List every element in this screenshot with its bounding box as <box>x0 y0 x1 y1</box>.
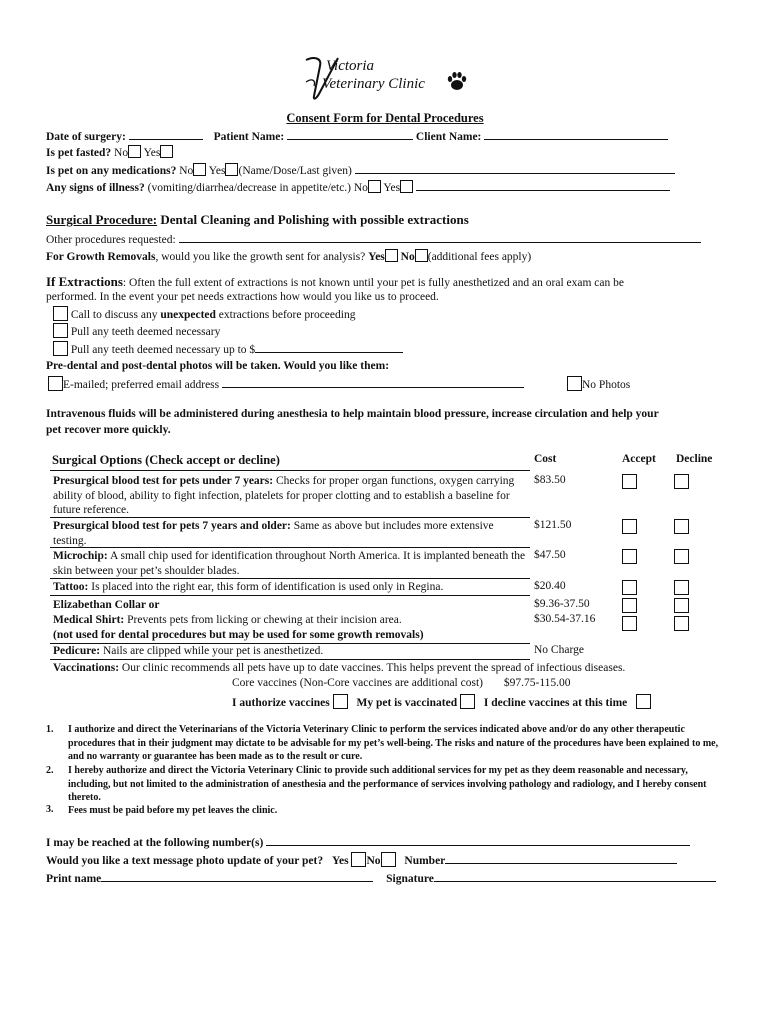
extraction-option-pull-limit <box>53 341 403 356</box>
medications-yes-label: Yes <box>208 165 226 177</box>
options-col-cost: Cost <box>534 453 557 465</box>
extractions-heading: If Extractions <box>46 274 123 289</box>
medications-field[interactable] <box>355 162 675 174</box>
fasted-label: Is pet fasted? <box>46 147 112 159</box>
option-row-divider <box>50 517 530 518</box>
extraction-pull-all-text: Pull any teeth deemed necessary <box>70 326 221 338</box>
vaccinations-text: Our clinic recommends all pets have up to date vaccines. This helps prevent the spread of infectious diseases. <box>119 662 626 674</box>
option-row-blood-7-plus <box>53 519 527 548</box>
authorize-vaccines-label: I authorize vaccines <box>232 697 330 709</box>
core-vaccines-row <box>232 677 571 689</box>
decline-vaccines-checkbox[interactable] <box>636 694 651 709</box>
illness-row <box>46 179 670 194</box>
accept-checkbox[interactable] <box>622 474 637 489</box>
reach-number-label: I may be reached at the following number(s) <box>46 837 264 849</box>
photos-email-field[interactable] <box>222 376 524 388</box>
text-update-row <box>46 852 677 867</box>
authorize-vaccines-checkbox[interactable] <box>333 694 348 709</box>
medications-detail: (Name/Dose/Last given) <box>238 165 352 177</box>
decline-vaccines-label: I decline vaccines at this time <box>483 697 628 709</box>
accept-checkbox[interactable] <box>622 549 637 564</box>
photos-email-checkbox[interactable] <box>48 376 63 391</box>
surgical-procedure-heading <box>46 212 469 228</box>
option-desc: Same as above but includes more extensive testing. <box>53 520 494 547</box>
accept-checkbox[interactable] <box>622 519 637 534</box>
term-1-text: I authorize and direct the Veterinarians of the Victoria Veterinary Clinic to perform the services indicated above and/or do any other therapeutic procedures that in their judgment may dictate to be advisable for my pet’s well-being. The risks and nature of the procedures have been explained to me, and no warranty or guarantee has been made as to the result or cure. <box>68 724 719 762</box>
illness-detail: (vomiting/diarrhea/decrease in appetite/etc.) <box>147 182 351 194</box>
option-row-divider <box>50 547 530 548</box>
text-update-no-checkbox[interactable] <box>381 852 396 867</box>
extractions-text1: : Often the full extent of extractions is not known until your pet is fully anesthetized and an oral exam can be <box>122 277 624 289</box>
option-cost: $20.40 <box>534 580 566 592</box>
options-header-divider <box>50 470 530 471</box>
text-update-yes-label: Yes <box>331 855 349 867</box>
option-desc: Is placed into the right ear, this form of identification is used only in Regina. <box>88 581 444 593</box>
illness-yes-checkbox[interactable] <box>400 180 413 193</box>
option-row-collar <box>53 598 527 613</box>
print-name-label: Print name <box>46 873 102 885</box>
growth-removal-row <box>46 249 531 263</box>
option-name: Elizabethan Collar or <box>53 599 160 611</box>
extraction-call-text-c: extractions before proceeding <box>215 309 356 321</box>
iv-fluids-line2: pet recover more quickly. <box>46 424 171 436</box>
extraction-pull-limit-checkbox[interactable] <box>53 341 68 356</box>
accept-checkbox[interactable] <box>622 616 637 631</box>
surgery-date-row <box>46 128 668 143</box>
form-title: Consent Form for Dental Procedures <box>286 111 484 125</box>
extraction-pull-all-checkbox[interactable] <box>53 323 68 338</box>
illness-field[interactable] <box>416 179 670 191</box>
growth-removal-question: , would you like the growth sent for analysis? <box>155 251 366 263</box>
option-row-divider <box>50 659 530 660</box>
extraction-option-call <box>53 306 355 321</box>
option-cost: $30.54-37.16 <box>534 613 596 625</box>
term-3-text: Fees must be paid before my pet leaves the clinic. <box>68 805 278 816</box>
text-update-yes-checkbox[interactable] <box>351 852 366 867</box>
option-desc: Prevents pets from licking or chewing at their incision area. <box>124 614 402 626</box>
option-row-medical-shirt <box>53 613 527 628</box>
medications-row <box>46 162 675 177</box>
option-row-divider <box>50 578 530 579</box>
term-1-number: 1. <box>46 724 54 735</box>
extractions-text2: performed. In the event your pet needs extractions how would you like us to proceed. <box>46 291 439 303</box>
option-row-pedicure <box>53 644 527 659</box>
option-row-microchip <box>53 549 527 578</box>
pet-vaccinated-label: My pet is vaccinated <box>356 697 458 709</box>
fasted-no-checkbox[interactable] <box>128 145 141 158</box>
option-row-collar-note: (not used for dental procedures but may be used for some growth removals) <box>53 629 424 641</box>
vaccinations-row <box>53 662 625 674</box>
growth-no-label: No <box>400 251 415 263</box>
clinic-logo <box>300 52 470 104</box>
number-field[interactable] <box>445 852 677 864</box>
option-desc: Checks for proper organ functions, oxygen carrying ability of blood, ability to fight infection, platelets for proper clotting and to establish a baseline for future reference. <box>53 475 515 516</box>
other-procedures-row <box>46 231 701 246</box>
option-row-blood-under-7 <box>53 474 527 518</box>
surgical-procedure-value: Dental Cleaning and Polishing with possible extractions <box>160 212 469 227</box>
signature-field[interactable] <box>434 870 716 882</box>
option-cost: $121.50 <box>534 519 572 531</box>
medications-no-label: No <box>179 165 194 177</box>
option-name: Microchip: <box>53 550 108 562</box>
no-photos-label: No Photos <box>582 379 631 391</box>
fasted-no-label: No <box>114 147 129 159</box>
illness-yes-label: Yes <box>383 182 401 194</box>
growth-yes-checkbox[interactable] <box>385 249 398 262</box>
text-update-label: Would you like a text message photo update of your pet? <box>46 855 324 867</box>
vaccine-choice-row <box>232 694 651 709</box>
fasted-row <box>46 145 173 159</box>
decline-checkbox[interactable] <box>674 474 689 489</box>
number-label: Number <box>404 855 446 867</box>
other-procedures-field[interactable] <box>179 231 701 243</box>
option-name: Pedicure: <box>53 645 101 657</box>
term-2-text: I hereby authorize and direct the Victoria Veterinary Clinic to provide such additional services for my pet as they deem reasonable and necessary, including, but not limited to the administration of anesthesia and the performance of services involving pathology and radiology, and I hereby consent thereto. <box>68 765 707 803</box>
illness-label: Any signs of illness? <box>46 182 145 194</box>
option-row-divider <box>50 595 530 596</box>
decline-checkbox[interactable] <box>674 580 689 595</box>
extractions-line1 <box>46 274 624 290</box>
core-vaccines-cost: $97.75-115.00 <box>503 677 571 689</box>
term-2-number: 2. <box>46 765 54 776</box>
accept-checkbox[interactable] <box>622 580 637 595</box>
text-update-no-label: No <box>366 855 381 867</box>
extraction-call-text-b: unexpected <box>160 309 216 321</box>
growth-removal-label: For Growth Removals <box>46 251 156 263</box>
options-col-decline: Decline <box>676 453 713 465</box>
reach-number-field[interactable] <box>266 834 690 846</box>
date-label: Date of surgery: <box>46 131 126 143</box>
extraction-pull-limit-text: Pull any teeth deemed necessary up to $ <box>70 344 256 356</box>
option-name: Presurgical blood test for pets under 7 years: <box>53 475 274 487</box>
accept-checkbox[interactable] <box>622 598 637 613</box>
option-desc: A small chip used for identification throughout North America. It is implanted beneath the skin between your pet’s shoulder blades. <box>53 550 526 577</box>
options-col-accept: Accept <box>622 453 656 465</box>
option-name: Tattoo: <box>53 581 89 593</box>
option-cost: $9.36-37.50 <box>534 598 590 610</box>
print-name-field[interactable] <box>101 870 373 882</box>
decline-checkbox[interactable] <box>674 519 689 534</box>
option-cost: No Charge <box>534 644 584 656</box>
date-field[interactable] <box>129 128 203 140</box>
illness-no-checkbox[interactable] <box>368 180 381 193</box>
option-desc: Nails are clipped while your pet is anesthetized. <box>100 645 324 657</box>
client-label: Client Name: <box>415 131 482 143</box>
illness-no-label: No <box>353 182 368 194</box>
no-photos-row <box>567 376 630 391</box>
print-name-row <box>46 870 716 885</box>
paw-icon <box>446 70 468 92</box>
growth-fees-note: (additional fees apply) <box>427 251 532 263</box>
extraction-option-pull-all <box>53 323 220 338</box>
decline-checkbox[interactable] <box>674 598 689 613</box>
surgical-procedure-label: Surgical Procedure: <box>46 212 158 227</box>
reach-number-row <box>46 834 690 849</box>
growth-yes-label: Yes <box>368 251 385 263</box>
pet-vaccinated-checkbox[interactable] <box>460 694 475 709</box>
option-cost: $83.50 <box>534 474 566 486</box>
medications-label: Is pet on any medications? <box>46 165 177 177</box>
photos-heading: Pre-dental and post-dental photos will be taken. Would you like them: <box>46 360 390 372</box>
patient-label: Patient Name: <box>213 131 285 143</box>
medications-no-checkbox[interactable] <box>193 163 206 176</box>
decline-checkbox[interactable] <box>674 549 689 564</box>
decline-checkbox[interactable] <box>674 616 689 631</box>
no-photos-checkbox[interactable] <box>567 376 582 391</box>
growth-no-checkbox[interactable] <box>415 249 428 262</box>
fasted-yes-checkbox[interactable] <box>160 145 173 158</box>
extraction-call-text-a: Call to discuss any <box>70 309 161 321</box>
patient-name-field[interactable] <box>287 128 413 140</box>
extraction-call-checkbox[interactable] <box>53 306 68 321</box>
photos-email-label: E-mailed; preferred email address <box>63 379 220 391</box>
client-name-field[interactable] <box>484 128 668 140</box>
other-procedures-label: Other procedures requested: <box>46 234 176 246</box>
signature-label: Signature <box>386 873 434 885</box>
option-name: Presurgical blood test for pets 7 years and older: <box>53 520 291 532</box>
extraction-limit-field[interactable] <box>255 341 403 353</box>
logo-line1: Victoria <box>326 58 375 74</box>
option-row-tattoo <box>53 580 527 595</box>
option-name: Medical Shirt: <box>53 614 125 626</box>
logo-line2: Veterinary Clinic <box>322 76 425 92</box>
vaccinations-label: Vaccinations: <box>53 662 120 674</box>
medications-yes-checkbox[interactable] <box>225 163 238 176</box>
term-3-number: 3. <box>46 804 54 815</box>
fasted-yes-label: Yes <box>143 147 161 159</box>
photos-email-row <box>48 376 524 391</box>
options-table-title: Surgical Options (Check accept or decline) <box>52 453 280 467</box>
option-cost: $47.50 <box>534 549 566 561</box>
iv-fluids-line1: Intravenous fluids will be administered during anesthesia to help maintain blood pressure, increase circulation and help your <box>46 408 659 420</box>
core-vaccines-label: Core vaccines (Non-Core vaccines are additional cost) <box>232 677 483 689</box>
